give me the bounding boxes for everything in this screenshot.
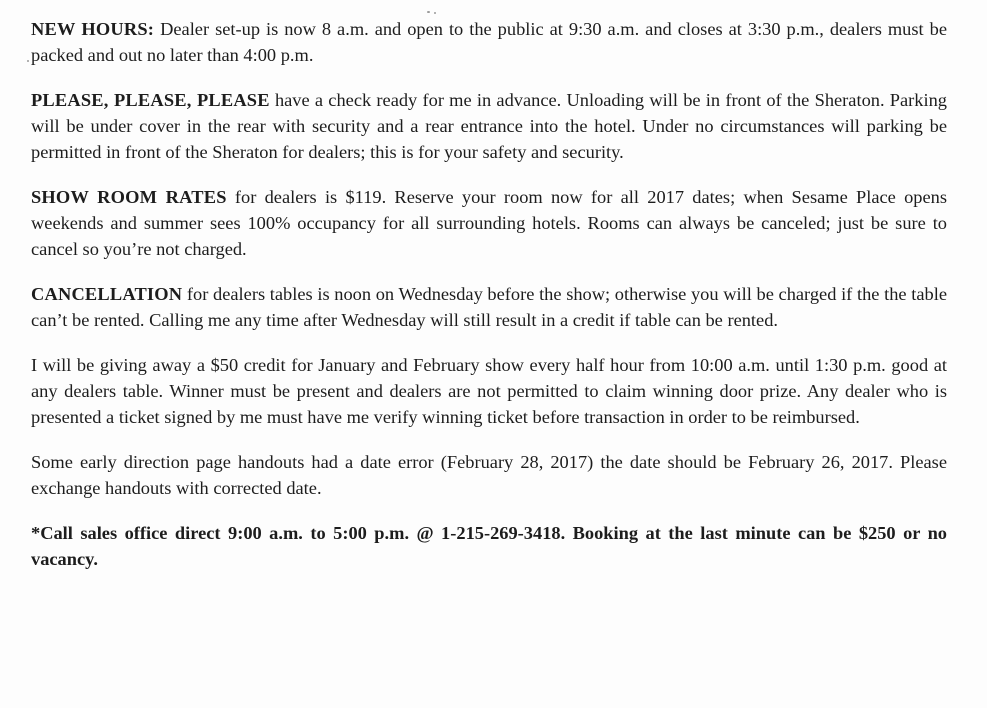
scan-speck xyxy=(434,12,436,14)
paragraph-sales-office xyxy=(31,520,947,572)
body-credit-giveaway: I will be giving away a $50 credit for January and February show every half hour from 10:00 a.m. until 1:30 p.m. good at any dealers table. Winner must be present and dealers are not permitted to claim winning door prize. Any dealer who is presented a ticket signed by me must have me verify winning ticket before transaction in order to be reimbursed. xyxy=(31,355,947,427)
scan-speck xyxy=(427,11,430,13)
body-date-correction: Some early direction page handouts had a date error (February 28, 2017) the date should be February 26, 2017. Please exchange handouts with corrected date. xyxy=(31,452,947,498)
body-cancellation: for dealers tables is noon on Wednesday before the show; otherwise you will be charged if the the table can’t be rented. Calling me any time after Wednesday will still result in a credit if table can be rented. xyxy=(31,284,947,330)
notice-document xyxy=(31,16,947,572)
body-room-rates: for dealers is $119. Reserve your room now for all 2017 dates; when Sesame Place opens weekends and summer sees 100% occupancy for all surrounding hotels. Rooms can always be canceled; just be sure to cancel so you’re not charged. xyxy=(31,187,947,259)
paragraph-cancellation xyxy=(31,281,947,333)
body-new-hours: Dealer set-up is now 8 a.m. and open to the public at 9:30 a.m. and closes at 3:30 p.m., dealers must be packed and out no later than 4:00 p.m. xyxy=(31,19,947,65)
heading-new-hours: NEW HOURS: xyxy=(31,19,155,39)
paragraph-new-hours xyxy=(31,16,947,68)
scan-speck xyxy=(27,60,29,62)
heading-please: PLEASE, PLEASE, PLEASE xyxy=(31,90,270,110)
body-sales-office: *Call sales office direct 9:00 a.m. to 5:00 p.m. @ 1-215-269-3418. Booking at the last minute can be $250 or no vacancy. xyxy=(31,523,947,569)
paragraph-room-rates xyxy=(31,184,947,262)
body-check-request: have a check ready for me in advance. Unloading will be in front of the Sheraton. Parking will be under cover in the rear with security and a rear entrance into the hotel. Under no circumstances will parking be permitted in front of the Sheraton for dealers; this is for your safety and security. xyxy=(31,90,948,162)
heading-cancellation: CANCELLATION xyxy=(31,284,183,304)
paragraph-check-request xyxy=(31,87,947,165)
heading-show-room-rates: SHOW ROOM RATES xyxy=(31,187,227,207)
paragraph-credit-giveaway xyxy=(31,352,947,430)
paragraph-date-correction xyxy=(31,449,947,501)
